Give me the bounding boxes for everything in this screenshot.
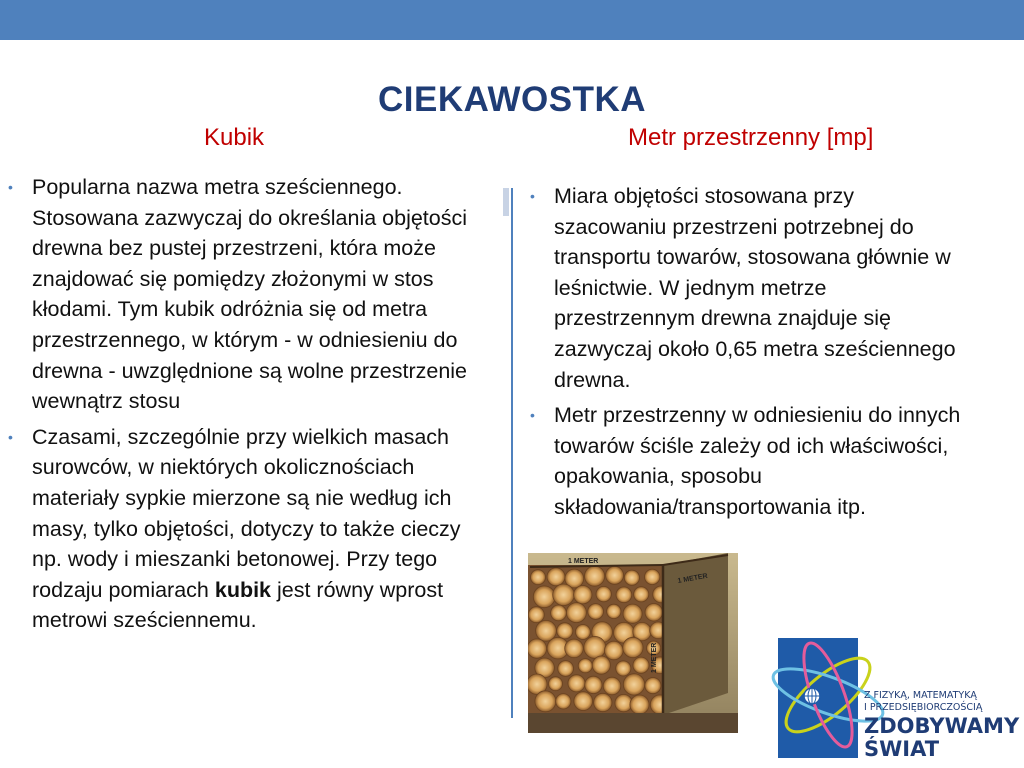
bullet-text [32,425,461,633]
log-end [645,678,661,694]
log-end [566,603,586,623]
logo-tagline: I PRZEDSIĘBIORCZOŚCIĄ [864,702,983,713]
left-bullet-list [8,172,488,641]
bullet-dot-icon: • [530,407,535,424]
log-end [575,625,590,640]
log-end [592,656,610,674]
log-end [556,694,571,709]
divider-accent [503,188,509,216]
list-item [530,181,970,395]
log-end [623,604,642,623]
log-end [616,587,632,603]
log-end [557,623,573,639]
log-end [645,569,660,584]
bullet-text: Metr przestrzenny w odniesieniu do innych towarów ściśle zależy od ich właściwości, opakowania, sposobu składowania/transportowania itp. [554,403,961,519]
bullet-text: Popularna nazwa metra sześciennego. Stosowana zazwyczaj do określania objętości drewna bez pustej przestrzeni, która może znajdować się pomiędzy złożonymi w stos kłodami. Tym kubik odróżnia się od metra przestrzennego, w którym - w odniesieniu do drewna - uwzględnione są wolne przestrzenie wewnątrz stosu [32,175,468,414]
log-end [645,604,663,622]
log-end [594,693,612,711]
slide-title: CIEKAWOSTKA [378,80,646,119]
header-band [0,0,1024,40]
log-end [533,586,555,608]
bullet-dot-icon: • [8,428,13,445]
bullet-dot-icon: • [530,188,535,204]
log-end [574,586,592,604]
log-end [549,677,563,691]
log-end [558,661,574,677]
log-end [596,586,611,601]
log-end [616,661,631,676]
log-end [623,637,643,657]
log-end [630,695,649,714]
right-bullet-list [530,181,970,528]
list-item [8,172,488,417]
logo-wordmark: ZDOBYWAMY [864,714,1020,738]
dimension-label: 1 METER [651,642,658,673]
log-end [528,639,547,658]
firewood-cube-photo [528,553,738,733]
log-end [565,639,584,658]
log-end [574,692,593,711]
logo-tagline: Z FIZYKĄ, MATEMATYKĄ [864,690,977,701]
log-end [551,605,567,621]
log-end [528,607,544,623]
log-end [531,570,546,585]
log-end [585,676,602,693]
log-end [578,659,592,673]
log-end [588,604,604,620]
log-end [606,566,624,584]
log-end [553,584,575,606]
list-item [8,422,488,636]
dimension-label: 1 METER [568,558,599,565]
log-end [568,675,585,692]
log-end [547,568,565,586]
bullet-text-part: jest równy wprost metrowi sześciennemu. [32,577,444,633]
log-end [607,604,621,618]
column-divider [511,188,513,718]
bullet-text-part: Czasami, szczególnie przy wielkich masach surowców, w niektórych okolicznościach materiały sypkie mierzone są nie według ich masy, tylko objętości, dotyczy to także cieczy np. wody i mieszanki betonowej. Przy tego rodzaju pomiarach [32,424,461,602]
project-logo [768,620,1024,768]
log-end [584,636,606,658]
bullet-text: Miara objętości stosowana przy szacowaniu przestrzeni potrzebnej do transportu towarów, stosowana głównie w leśnictwie. W jednym metrze przestrzennym drewna znajduje się zazwyczaj około 0,65 metra sześciennego drewna. [554,184,956,392]
globe-icon [804,688,820,704]
dimension-label: 1 METER [677,572,709,585]
right-column-header: Metr przestrzenny [mp] [628,124,874,151]
log-end [585,566,605,586]
bold-term: kubik [214,577,272,602]
log-end [603,677,621,695]
log-end [623,674,644,695]
log-end [634,587,649,602]
log-end [535,691,556,712]
bullet-dot-icon: • [8,179,13,195]
log-end [605,641,624,660]
list-item [530,400,970,522]
log-end [624,570,639,585]
log-end [633,657,649,673]
logo-wordmark: ŚWIAT [864,737,940,761]
left-column-header: Kubik [204,124,265,151]
